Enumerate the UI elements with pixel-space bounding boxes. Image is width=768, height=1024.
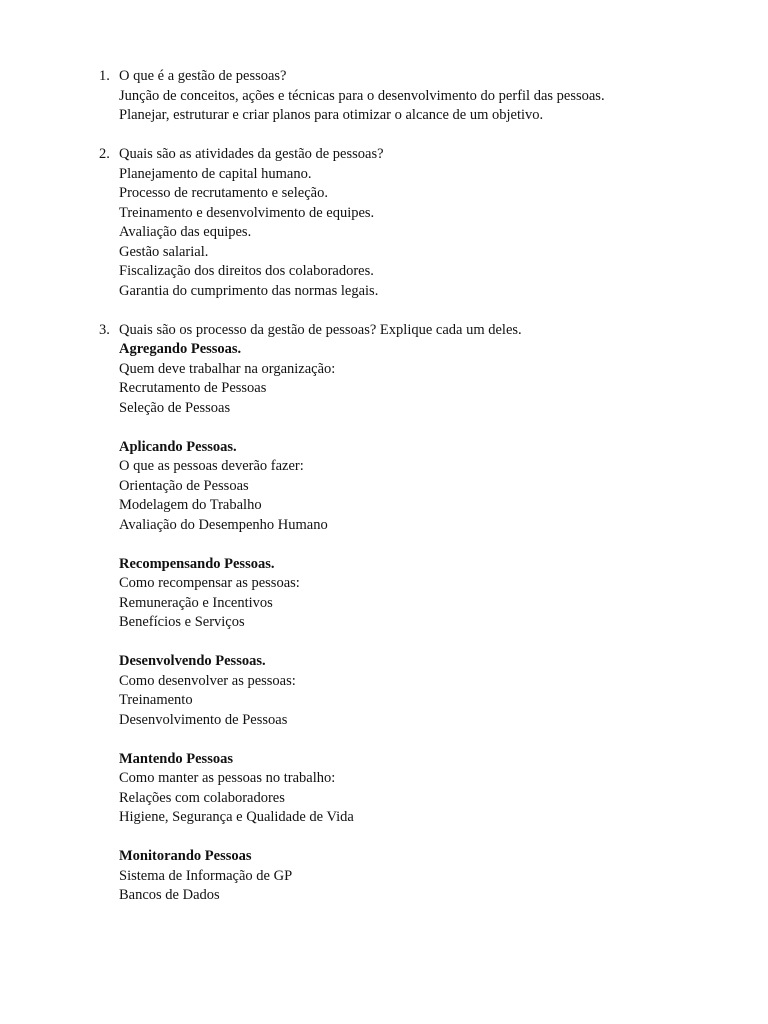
- question-2: [0, 145, 768, 301]
- process-line: Relações com colaboradores: [119, 789, 285, 806]
- process-heading: Recompensando Pessoas.: [119, 555, 275, 572]
- process-group-agregando: [0, 340, 768, 418]
- answer-line: Planejar, estruturar e criar planos para otimizar o alcance de um objetivo.: [119, 107, 544, 123]
- process-line: Seleção de Pessoas: [119, 399, 231, 416]
- process-line: Modelagem do Trabalho: [119, 497, 262, 513]
- answer-line: Processo de recrutamento e seleção.: [119, 185, 328, 201]
- answer-line: Junção de conceitos, ações e técnicas para o desenvolvimento do perfil das pessoas.: [119, 87, 605, 104]
- process-line: Treinamento: [119, 692, 193, 708]
- process-line: Avaliação do Desempenho Humano: [119, 516, 328, 533]
- answer-line: Garantia do cumprimento das normas legais.: [119, 282, 379, 299]
- question-title: Quais são as atividades da gestão de pessoas?: [119, 146, 384, 162]
- answer-line: Planejamento de capital humano.: [119, 165, 312, 182]
- process-heading: Monitorando Pessoas: [119, 848, 252, 864]
- process-line: Como desenvolver as pessoas:: [119, 672, 296, 689]
- question-1: [0, 67, 768, 126]
- question-number: 3.: [99, 321, 110, 338]
- process-heading: Aplicando Pessoas.: [119, 438, 237, 455]
- question-number: 1.: [99, 68, 110, 84]
- process-line: Como manter as pessoas no trabalho:: [119, 770, 336, 786]
- question-title: Quais são os processo da gestão de pessoas? Explique cada um deles.: [119, 321, 522, 338]
- process-group-desenvolvendo: [0, 652, 768, 730]
- process-group-recompensando: [0, 555, 768, 633]
- process-line: Como recompensar as pessoas:: [119, 575, 300, 591]
- process-line: Bancos de Dados: [119, 887, 220, 903]
- process-heading: Mantendo Pessoas: [119, 750, 233, 767]
- answer-line: Treinamento e desenvolvimento de equipes.: [119, 204, 375, 221]
- process-group-monitorando: [0, 847, 768, 906]
- answer-line: Gestão salarial.: [119, 243, 209, 260]
- process-line: Higiene, Segurança e Qualidade de Vida: [119, 809, 354, 825]
- process-group-mantendo: [0, 750, 768, 828]
- process-line: Sistema de Informação de GP: [119, 867, 293, 884]
- process-heading: Desenvolvendo Pessoas.: [119, 653, 266, 669]
- process-line: Remuneração e Incentivos: [119, 594, 273, 611]
- answer-line: Avaliação das equipes.: [119, 224, 252, 240]
- process-line: Orientação de Pessoas: [119, 477, 249, 494]
- process-group-aplicando: [0, 438, 768, 536]
- question-3: [0, 321, 768, 906]
- document-body: [0, 67, 768, 925]
- process-line: O que as pessoas deverão fazer:: [119, 458, 304, 474]
- process-heading: Agregando Pessoas.: [119, 341, 242, 357]
- question-number: 2.: [99, 146, 110, 162]
- answer-line: Fiscalização dos direitos dos colaboradores.: [119, 263, 374, 279]
- process-line: Benefícios e Serviços: [119, 614, 245, 630]
- process-line: Quem deve trabalhar na organização:: [119, 360, 336, 377]
- process-line: Desenvolvimento de Pessoas: [119, 711, 288, 728]
- question-title: O que é a gestão de pessoas?: [119, 68, 287, 84]
- process-line: Recrutamento de Pessoas: [119, 380, 267, 396]
